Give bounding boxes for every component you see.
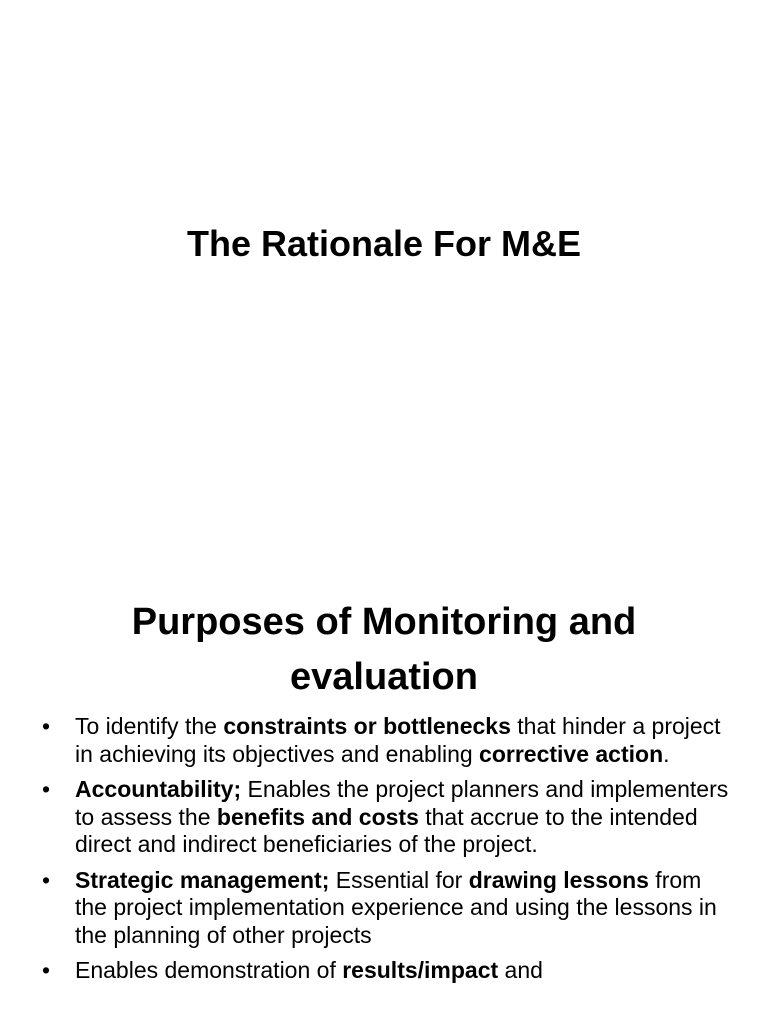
bullet-text: that accrue to the intended direct and indirect beneficiaries of the project. <box>75 803 698 857</box>
bullet-bold-text: results/impact <box>342 957 499 983</box>
slide-purposes <box>0 576 768 1024</box>
bullet-text: Enables demonstration of <box>75 957 343 983</box>
bullet-bold-text: Accountability; <box>75 776 242 802</box>
bullet-item <box>40 957 730 985</box>
bullet-text: that hinder a project in achieving its objectives and enabling <box>75 713 721 767</box>
slide-title: The Rationale For M&E <box>186 223 582 264</box>
slide-heading: Purposes of Monitoring and evaluation <box>131 601 637 698</box>
bullet-bold-text: benefits and costs <box>216 803 419 830</box>
bullet-icon: • <box>42 776 51 802</box>
bullet-text: . <box>663 740 670 767</box>
bullet-text: Essential for <box>329 866 469 893</box>
bullet-icon: • <box>42 866 51 893</box>
bullet-bold-text: drawing lessons <box>468 866 649 893</box>
bullet-item <box>40 713 730 768</box>
bullet-bold-text: Strategic management; <box>75 866 330 893</box>
bullet-text: from the project implementation experience and using the lessons in the planning of other projects <box>75 866 717 948</box>
bullet-text: and <box>498 957 543 983</box>
bullet-list <box>40 713 730 993</box>
bullet-bold-text: constraints or bottlenecks <box>223 713 511 739</box>
bullet-text: To identify the <box>75 713 224 739</box>
bullet-text: Enables the project planners and implementers to assess the <box>75 776 729 830</box>
bullet-icon: • <box>42 957 51 983</box>
bullet-item <box>40 776 730 859</box>
bullet-bold-text: corrective action <box>479 740 664 767</box>
bullet-item <box>40 867 730 950</box>
bullet-icon: • <box>42 713 51 739</box>
